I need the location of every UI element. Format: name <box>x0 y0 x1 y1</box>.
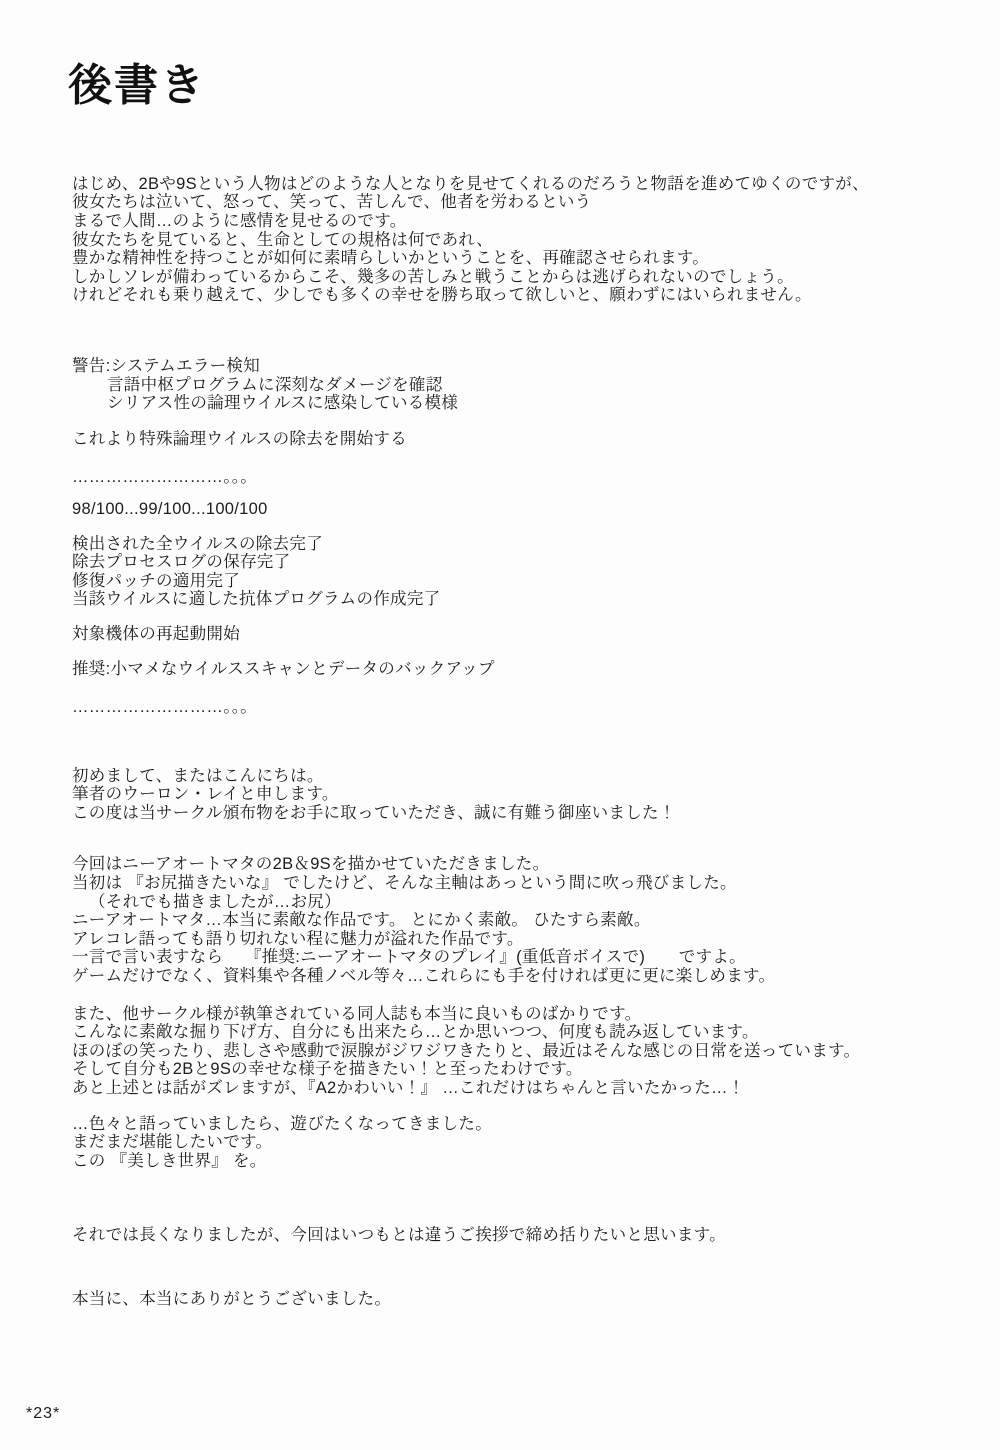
text-line: 当初は 『お尻描きたいな』 でしたけど、そんな主軸はあっという間に吹っ飛びました。 <box>72 874 737 893</box>
paragraph-intro <box>72 175 970 305</box>
text-line: …色々と語っていましたら、遊びたくなってきました。 <box>72 1114 492 1133</box>
text-line: あと上述とは話がズレますが、『A2かわいい！』 …これだけはちゃんと言いたかった…！ <box>72 1078 745 1097</box>
text-line: 彼女たちは泣いて、怒って、笑って、苦しんで、他者を労わるという <box>72 193 592 212</box>
text-line: しかしソレが備わっているからこそ、幾多の苦しみと戦うことからは逃げられないのでしょう。 <box>72 267 794 286</box>
text-line: 対象機体の再起動開始 <box>72 624 240 643</box>
text-line: それでは長くなりましたが、今回はいつもとは違うご挨拶で締め括りたいと思います。 <box>72 1226 726 1245</box>
text-line: シリアス性の論理ウイルスに感染している模様 <box>107 394 459 413</box>
text-line: まだまだ堪能したいです。 <box>72 1133 273 1152</box>
text-line: 言語中枢プログラムに深刻なダメージを確認 <box>107 375 443 394</box>
text-line: 一言で言い表すなら 『推奨:ニーアオートマタのプレイ』(重低音ボイスで) ですよ。 <box>72 948 746 967</box>
page-number: *23* <box>26 1405 61 1422</box>
text-line: （それでも描きましたが…お尻） <box>89 892 341 911</box>
page-title: 後書き <box>68 61 206 110</box>
paragraph-closing <box>72 1226 970 1245</box>
text-line: はじめ、2Bや9Sという人物はどのような人となりを見せてくれるのだろうと物語を進めてゆくのですが、 <box>72 174 869 193</box>
text-line: 推奨:小マメなウイルススキャンとデータのバックアップ <box>72 660 495 679</box>
dots-separator <box>72 468 970 487</box>
text-line: こんなに素敵な掘り下げ方、自分にも出来たら…とか思いつつ、何度も読み返しています。 <box>72 1023 759 1042</box>
text-line: ニーアオートマタ…本当に素敵な作品です。 とにかく素敵。 ひたすら素敵。 <box>72 911 651 930</box>
text-line: 検出された全ウイルスの除去完了 <box>72 534 324 553</box>
text-line: 除去プロセスログの保存完了 <box>72 553 291 572</box>
text-line: まるで人間…のように感情を見せるのです。 <box>72 211 407 230</box>
text-line: これより特殊論理ウイルスの除去を開始する <box>72 429 408 448</box>
paragraph-greeting <box>72 767 970 823</box>
paragraph-system-warning <box>72 357 970 413</box>
paragraph-recommendation <box>72 660 970 679</box>
text-line: ゲームだけでなく、資料集や各種ノベル等々…これらにも手を付ければ更に更に楽しめます。 <box>72 967 776 986</box>
text-line: 彼女たちを見ていると、生命としての規格は何であれ、 <box>72 230 493 249</box>
text-line: 当該ウイルスに適した抗体プログラムの作成完了 <box>72 590 441 609</box>
text-line: 初めまして、またはこんにちは。 <box>72 766 324 785</box>
dots-separator <box>72 698 970 717</box>
text-line: 今回はニーアオートマタの2B＆9Sを描かせていただきました。 <box>72 855 550 874</box>
text-line: この 『美しき世界』 を。 <box>72 1151 267 1170</box>
paragraph-progress <box>72 500 970 519</box>
text-line: また、他サークル様が執筆されている同人誌も本当に良いものばかりです。 <box>72 1004 642 1023</box>
text-line: ほのぼの笑ったり、悲しさや感動で涙腺がジワジワきたりと、最近はそんな感じの日常を送っています。 <box>72 1041 861 1060</box>
text-line: 98/100...99/100...100/100 <box>72 499 268 518</box>
paragraph-about-work <box>72 855 970 985</box>
paragraph-removal-start <box>72 430 970 449</box>
text-line: ………………………。。。 <box>72 698 258 717</box>
paragraph-removal-results <box>72 535 970 609</box>
paragraph-reboot <box>72 625 970 644</box>
paragraph-closing-thoughts <box>72 1115 970 1171</box>
text-line: ………………………。。。 <box>72 468 258 487</box>
page-content <box>0 60 1000 1309</box>
paragraph-thanks <box>72 1290 970 1309</box>
text-line: 警告:システムエラー検知 <box>72 356 261 375</box>
paragraph-other-circles <box>72 1005 970 1098</box>
text-line: アレコレ語っても語り切れない程に魅力が溢れた作品です。 <box>72 929 524 948</box>
text-line: 本当に、本当にありがとうございました。 <box>72 1289 392 1308</box>
text-line: けれどそれも乗り越えて、少しでも多くの幸せを勝ち取って欲しいと、願わずにはいられません。 <box>72 286 812 305</box>
text-line: この度は当サークル頒布物をお手に取っていただき、誠に有難う御座いました！ <box>72 803 676 822</box>
text-line: そして自分も2Bと9Sの幸せな様子を描きたい！と至ったわけです。 <box>72 1060 583 1079</box>
text-line: 修復パッチの適用完了 <box>72 571 240 590</box>
text-line: 豊かな精神性を持つことが如何に素晴らしいかということを、再確認させられます。 <box>72 249 710 268</box>
text-line: 筆者のウーロン・レイと申します。 <box>72 785 339 804</box>
